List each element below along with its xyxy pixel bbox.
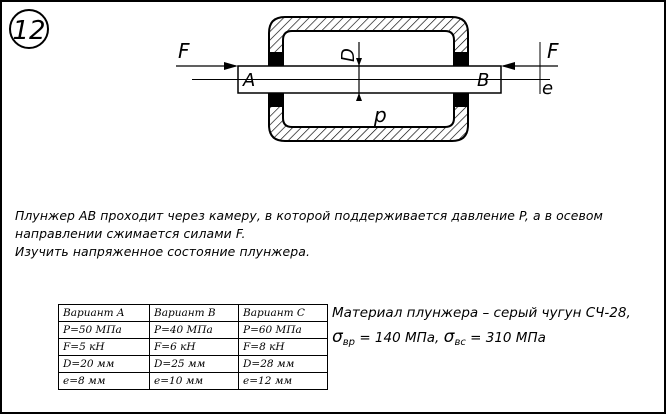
table-row — [59, 322, 328, 339]
material-info — [332, 301, 631, 355]
point-b-label: B — [477, 70, 490, 91]
header-variant-a: Вариант A — [59, 305, 150, 322]
right-seal-bottom — [454, 93, 468, 107]
table-cell: F=6 кН — [150, 339, 239, 356]
pressure-label: p — [374, 103, 387, 127]
statement-line-1: Плунжер AB проходит через камеру, в которой поддерживается давление P, а в осевом — [15, 208, 603, 223]
problem-number-badge — [10, 10, 48, 48]
right-seal-top — [454, 52, 468, 66]
variants-table — [58, 304, 328, 390]
sigma-bp-value: = 140 МПа, — [359, 330, 440, 346]
problem-statement — [15, 207, 655, 261]
sigma-bp-subscript: вр — [342, 337, 356, 348]
force-left-arrow — [176, 62, 238, 70]
table-cell: P=40 МПа — [150, 322, 239, 339]
table-cell: P=50 МПа — [59, 322, 150, 339]
force-right-label: F — [547, 39, 559, 63]
table-row — [59, 356, 328, 373]
point-a-label: A — [243, 70, 256, 91]
table-cell: D=20 мм — [59, 356, 150, 373]
sigma-bc-subscript: вс — [454, 337, 466, 348]
strength-line — [332, 325, 631, 355]
statement-line-2: направлении сжимается силами F. — [15, 226, 246, 241]
header-variant-c: Вариант C — [239, 305, 328, 322]
table-cell: e=10 мм — [150, 373, 239, 390]
table-row — [59, 339, 328, 356]
table-cell: e=12 мм — [239, 373, 328, 390]
plunger-diagram — [2, 2, 664, 202]
material-line: Материал плунжера – серый чугун СЧ-28, — [332, 305, 631, 321]
table-cell: e=8 мм — [59, 373, 150, 390]
force-left-label: F — [178, 39, 190, 63]
left-seal-bottom — [269, 93, 283, 107]
sigma-bc-value: = 310 МПа — [470, 330, 546, 346]
sigma-symbol: σ — [332, 327, 343, 347]
problem-number: 12 — [12, 16, 46, 46]
force-right-arrow — [501, 62, 558, 70]
diameter-label: D — [338, 48, 359, 62]
table-cell: F=8 кН — [239, 339, 328, 356]
left-seal-top — [269, 52, 283, 66]
table-row — [59, 373, 328, 390]
table-cell: D=28 мм — [239, 356, 328, 373]
eccentricity-label: e — [542, 78, 554, 99]
sigma-symbol: σ — [443, 327, 455, 347]
table-header-row — [59, 305, 328, 322]
table-cell: F=5 кН — [59, 339, 150, 356]
table-cell: P=60 МПа — [239, 322, 328, 339]
header-variant-b: Вариант B — [150, 305, 239, 322]
table-cell: D=25 мм — [150, 356, 239, 373]
statement-line-3: Изучить напряженное состояние плунжера. — [15, 244, 310, 259]
